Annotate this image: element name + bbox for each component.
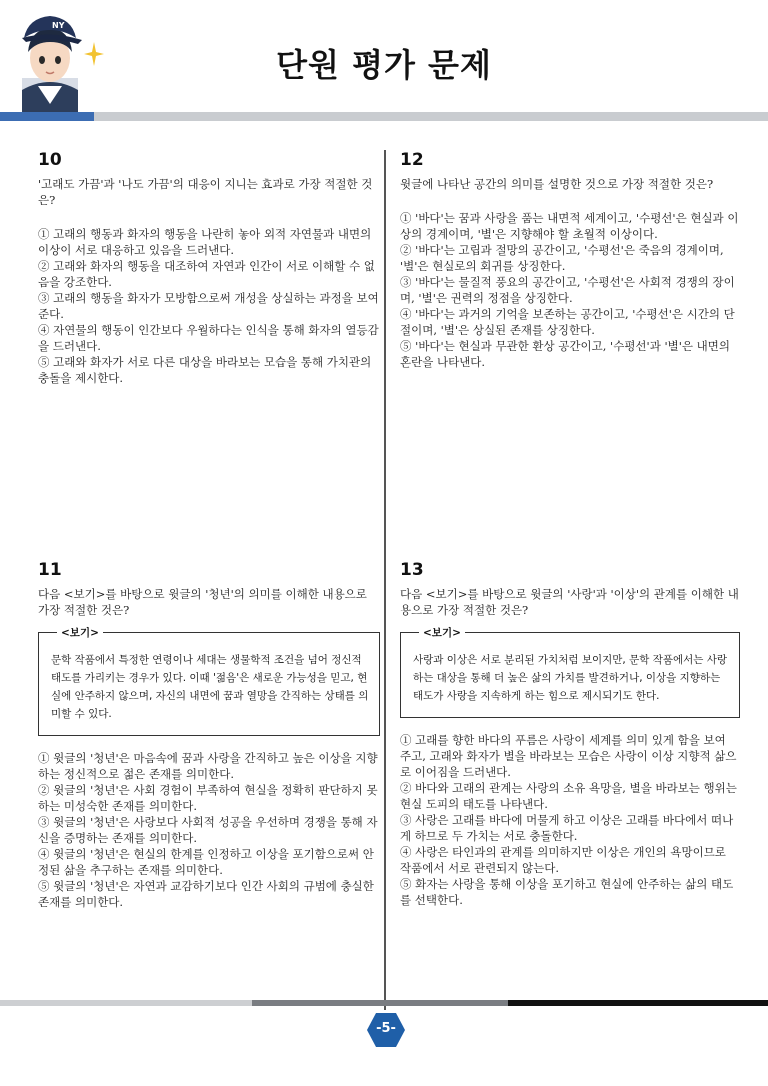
answer-option-5[interactable]: ⑤ 윗글의 '청년'은 자연과 교감하기보다 인간 사회의 규범에 충실한 존재를 의미한다. [38,879,374,909]
footer-bar-dark [508,1000,768,1006]
bogi-text: 문학 작품에서 특정한 연령이나 세대는 생물학적 조건을 넘어 정신적 태도를 가리키는 경우가 있다. 이때 '젊음'은 새로운 가능성을 믿고, 현실에 안주하지 않으며, 자신의 내면에 꿈과 열망을 간직하는 상태를 의미할 수 있다. [51,654,369,720]
answer-option-3[interactable]: ③ 윗글의 '청년'은 사랑보다 사회적 성공을 우선하며 경쟁을 통해 자신을 증명하는 존재를 의미한다. [38,815,378,845]
bogi-box [38,627,380,736]
answer-option-4[interactable]: ④ 사랑은 타인과의 관계를 의미하지만 이상은 개인의 욕망이므로 작품에서 서로 관련되지 않는다. [400,845,726,875]
question-stem: 다음 <보기>를 바탕으로 윗글의 '청년'의 의미를 이해한 내용으로 가장 적절한 것은? [38,587,367,617]
answer-option-4[interactable]: ④ '바다'는 과거의 기억을 보존하는 공간이고, '수평선'은 시간의 단절이며, '별'은 상실된 존재를 상징한다. [400,307,735,337]
question-10 [38,152,380,386]
page-number: -5- [376,1021,396,1036]
svg-text:NY: NY [52,21,65,30]
answer-option-4[interactable]: ④ 자연물의 행동이 인간보다 우월하다는 인식을 통해 화자의 열등감을 드러낸다. [38,323,379,353]
footer-bar-light [0,1000,252,1006]
bogi-label: <보기> [419,624,465,642]
answer-option-1[interactable]: ① 고래를 향한 바다의 푸름은 사랑이 세계를 의미 있게 함을 보여 주고, 고래와 화자가 별을 바라보는 모습은 사랑이 이상 지향적 삶으로 이어짐을 드러낸다. [400,733,737,779]
header-accent-bar [0,112,94,121]
question-number: 10 [38,150,62,170]
answer-option-5[interactable]: ⑤ 화자는 사랑을 통해 이상을 포기하고 현실에 안주하는 삶의 태도를 선택한다. [400,877,734,907]
answer-option-2[interactable]: ② '바다'는 고립과 절망의 공간이고, '수평선'은 죽음의 경계이며, '별'은 현실로의 회귀를 상징한다. [400,243,724,273]
question-stem: '고래도 가끔'과 '나도 가끔'의 대응이 지니는 효과로 가장 적절한 것은? [38,177,373,207]
question-stem: 다음 <보기>를 바탕으로 윗글의 '사랑'과 '이상'의 관계를 이해한 내용으로 가장 적절한 것은? [400,587,739,617]
question-stem: 윗글에 나타난 공간의 의미를 설명한 것으로 가장 적절한 것은? [400,177,714,191]
answer-option-1[interactable]: ① '바다'는 꿈과 사랑을 품는 내면적 세계이고, '수평선'은 현실과 이상의 경계이며, '별'은 지향해야 할 초월적 이상이다. [400,211,739,241]
question-number: 12 [400,150,424,170]
question-11 [38,562,380,910]
answer-option-5[interactable]: ⑤ '바다'는 현실과 무관한 환상 공간이고, '수평선'과 '별'은 내면의 혼란을 나타낸다. [400,339,730,369]
answer-option-3[interactable]: ③ '바다'는 물질적 풍요의 공간이고, '수평선'은 사회적 경쟁의 장이며, '별'은 권력의 정점을 상징한다. [400,275,735,305]
answer-option-4[interactable]: ④ 윗글의 '청년'은 현실의 한계를 인정하고 이상을 포기함으로써 안정된 삶을 추구하는 존재를 의미한다. [38,847,374,877]
answer-option-1[interactable]: ① 고래의 행동과 화자의 행동을 나란히 놓아 외적 자연물과 내면의 이상이 서로 대응하고 있음을 드러낸다. [38,227,372,257]
answer-option-5[interactable]: ⑤ 고래와 화자가 서로 다른 대상을 바라보는 모습을 통해 가치관의 충돌을 제시한다. [38,355,372,385]
page-title: 단원 평가 문제 [276,46,492,84]
answer-option-2[interactable]: ② 윗글의 '청년'은 사회 경험이 부족하여 현실을 정확히 판단하지 못하는 미성숙한 존재를 의미한다. [38,783,378,813]
question-13 [400,562,740,908]
bogi-text: 사랑과 이상은 서로 분리된 가치처럼 보이지만, 문학 작품에서는 사랑하는 대상을 통해 더 높은 삶의 가치를 발견하거나, 이상을 지향하는 태도가 사랑을 지속하게 하는 힘으로 제시되기도 한다. [413,654,728,702]
header-rule-bar [94,112,768,121]
answer-option-3[interactable]: ③ 고래의 행동을 화자가 모방함으로써 개성을 상실하는 과정을 보여 준다. [38,291,379,321]
column-divider [384,150,386,1010]
question-number: 11 [38,560,62,580]
footer-bar-mid [252,1000,508,1006]
bogi-box [400,627,740,718]
answer-option-2[interactable]: ② 고래와 화자의 행동을 대조하여 자연과 인간이 서로 이해할 수 없음을 강조한다. [38,259,375,289]
question-number: 13 [400,560,424,580]
answer-option-3[interactable]: ③ 사랑은 고래를 바다에 머물게 하고 이상은 고래를 바다에서 떠나게 하므로 두 가치는 서로 충돌한다. [400,813,734,843]
question-12 [400,152,740,370]
bogi-label: <보기> [57,624,103,642]
answer-option-2[interactable]: ② 바다와 고래의 관계는 사랑의 소유 욕망을, 별을 바라보는 행위는 현실 도피의 태도를 나타낸다. [400,781,737,811]
answer-option-1[interactable]: ① 윗글의 '청년'은 마음속에 꿈과 사랑을 간직하고 높은 이상을 지향하는 정신적으로 젊은 존재를 의미한다. [38,751,378,781]
